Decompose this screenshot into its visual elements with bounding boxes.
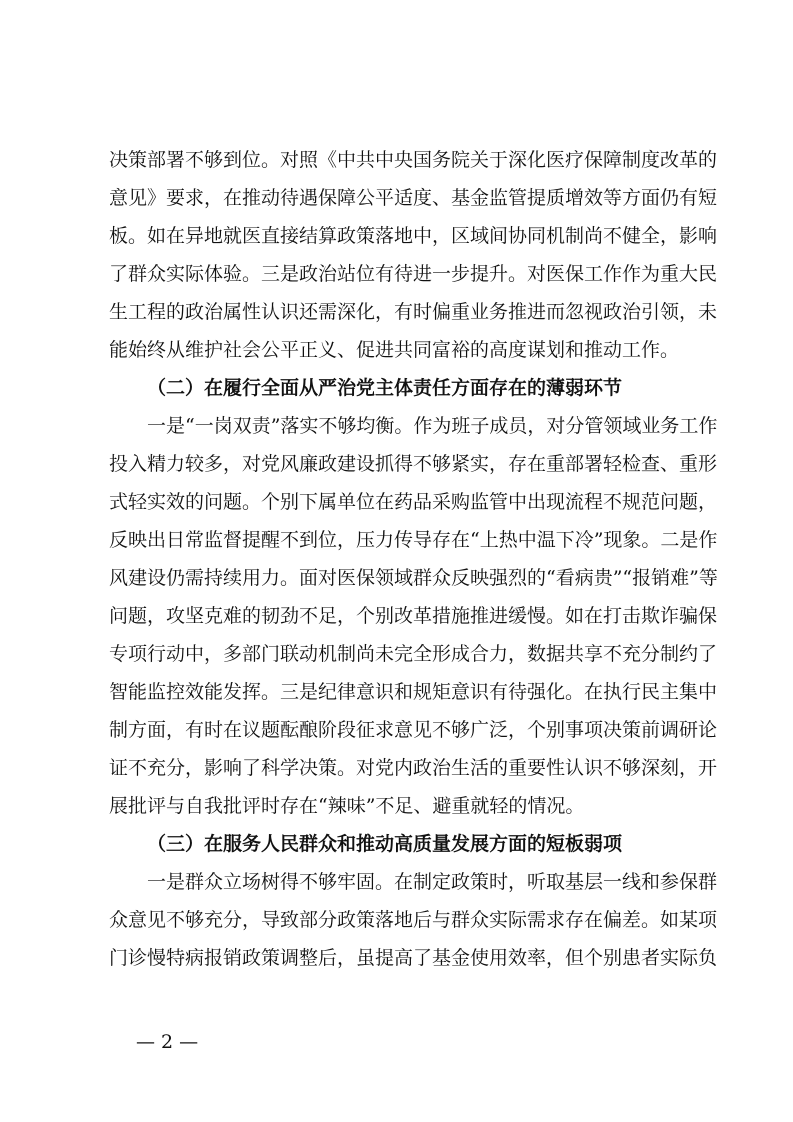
- page-number: — 2 —: [136, 1031, 199, 1053]
- body-text-line: 板。如在异地就医直接结算政策落地中，区域间协同机制尚不健全，影响: [109, 225, 718, 247]
- body-text-line: 一是“一岗双责”落实不够均衡。作为班子成员，对分管领域业务工作: [147, 415, 718, 437]
- body-text-line: 众意见不够充分，导致部分政策落地后与群众实际需求存在偏差。如某项: [109, 909, 718, 931]
- body-text-line: 智能监控效能发挥。三是纪律意识和规矩意识有待强化。在执行民主集中: [109, 681, 718, 703]
- body-text-line: 意见》要求，在推动待遇保障公平适度、基金监管提质增效等方面仍有短: [109, 187, 718, 209]
- body-text-line: 风建设仍需持续用力。面对医保领域群众反映强烈的“看病贵”“报销难”等: [109, 567, 718, 589]
- body-text-line: 反映出日常监督提醒不到位，压力传导存在“上热中温下冷”现象。二是作: [109, 529, 718, 551]
- body-text-line: 门诊慢特病报销政策调整后，虽提高了基金使用效率，但个别患者实际负: [109, 947, 718, 969]
- body-text-line: 投入精力较多，对党风廉政建设抓得不够紧实，存在重部署轻检查、重形: [109, 453, 718, 475]
- body-text-line: 了群众实际体验。三是政治站位有待进一步提升。对医保工作作为重大民: [109, 263, 718, 285]
- body-text-line: 一是群众立场树得不够牢固。在制定政策时，听取基层一线和参保群: [147, 871, 718, 893]
- section-heading: （二）在履行全面从严治党主体责任方面存在的薄弱环节: [147, 377, 623, 399]
- body-text-line: 制方面，有时在议题酝酿阶段征求意见不够广泛，个别事项决策前调研论: [109, 719, 718, 741]
- body-text-line: 决策部署不够到位。对照《中共中央国务院关于深化医疗保障制度改革的: [109, 149, 718, 171]
- body-text-line: 能始终从维护社会公平正义、促进共同富裕的高度谋划和推动工作。: [109, 339, 680, 361]
- body-text-line: 展批评与自我批评时存在“辣味”不足、避重就轻的情况。: [109, 795, 585, 817]
- body-text-line: 问题，攻坚克难的韧劲不足，个别改革措施推进缓慢。如在打击欺诈骗保: [109, 605, 718, 627]
- body-text-line: 专项行动中，多部门联动机制尚未完全形成合力，数据共享不充分制约了: [109, 643, 718, 665]
- body-text-line: 证不充分，影响了科学决策。对党内政治生活的重要性认识不够深刻，开: [109, 757, 718, 779]
- body-text-line: 式轻实效的问题。个别下属单位在药品采购监管中出现流程不规范问题，: [109, 491, 718, 513]
- section-heading: （三）在服务人民群众和推动高质量发展方面的短板弱项: [147, 833, 623, 855]
- body-text-line: 生工程的政治属性认识还需深化，有时偏重业务推进而忽视政治引领，未: [109, 301, 718, 323]
